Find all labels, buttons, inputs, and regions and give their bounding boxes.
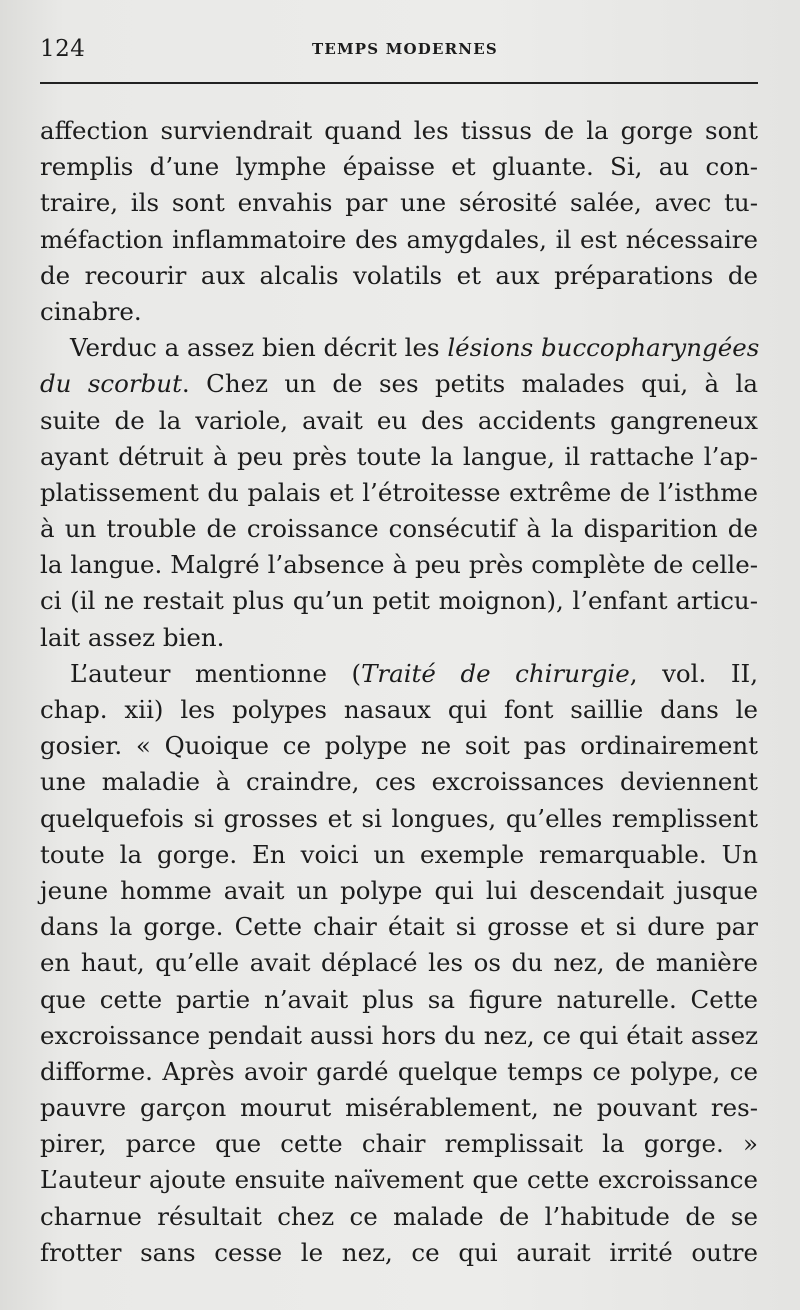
text-line: affection surviendrait quand les tissus de la gorge sont [40, 116, 758, 145]
text-line: du scorbut. Chez un de ses petits malades qui, à la [40, 369, 758, 399]
text-line: Verduc a assez bien décrit les lésions buccopharyngées [70, 333, 760, 363]
text-line: pauvre garçon mourut misérablement, ne pouvant res- [40, 1093, 758, 1123]
text-line: L’auteur mentionne (Traité de chirurgie, vol. II, [70, 658, 758, 688]
text-line: gosier. « Quoique ce polype ne soit pas ordinairement [40, 731, 758, 761]
text-line: excroissance pendait aussi hors du nez, ce qui était assez [40, 1020, 758, 1050]
header-rule [40, 82, 758, 84]
text-line: méfaction inflammatoire des amygdales, il est nécessaire [40, 224, 758, 254]
text-line: dans la gorge. Cette chair était si grosse et si dure par [40, 912, 758, 942]
text-line: en haut, qu’elle avait déplacé les os du nez, de manière [40, 948, 758, 978]
text-line: quelquefois si grosses et si longues, qu’elles remplissent [40, 803, 758, 833]
text-line: platissement du palais et l’étroitesse extrême de l’isthme [40, 477, 758, 507]
page-number: 124 [40, 36, 86, 62]
text-line: ci (il ne restait plus qu’un petit moignon), l’enfant articu- [40, 586, 758, 616]
text-line: de recourir aux alcalis volatils et aux préparations de [40, 260, 758, 290]
text-line: remplis d’une lymphe épaisse et gluante. Si, au con- [40, 152, 758, 182]
text-line: chap. xii) les polypes nasaux qui font saillie dans le [40, 695, 758, 724]
text-line: traire, ils sont envahis par une sérosité salée, avec tu- [40, 188, 758, 218]
italic-text: Traité de chirurgie [361, 658, 630, 688]
text-line: jeune homme avait un polype qui lui descendait jusque [40, 875, 758, 905]
page-header [40, 36, 758, 66]
running-head: TEMPS MODERNES [312, 40, 498, 58]
text-line: la langue. Malgré l’absence à peu près complète de celle- [40, 550, 758, 580]
text-line: que cette partie n’avait plus sa figure naturelle. Cette [40, 984, 758, 1014]
text-line: lait assez bien. [40, 622, 225, 652]
text-line: charnue résultait chez ce malade de l’habitude de se [40, 1201, 758, 1231]
text-line: à un trouble de croissance consécutif à la disparition de [40, 514, 758, 544]
text-line: suite de la variole, avait eu des accidents gangreneux [40, 405, 758, 435]
text-line: ayant détruit à peu près toute la langue, il rattache l’ap- [40, 441, 758, 471]
text-line: une maladie à craindre, ces excroissances deviennent [40, 767, 758, 797]
body-text [40, 113, 758, 1271]
text-line: L’auteur ajoute ensuite naïvement que cette excroissance [40, 1165, 758, 1195]
italic-text: lésions buccopharyngées [447, 333, 760, 363]
text-line: toute la gorge. En voici un exemple remarquable. Un [40, 839, 758, 869]
italic-text: du scorbut [40, 369, 182, 399]
text-line: difforme. Après avoir gardé quelque temps ce polype, ce [40, 1056, 758, 1086]
text-line: frotter sans cesse le nez, ce qui aurait irrité outre [40, 1237, 758, 1267]
text-line: cinabre. [40, 296, 142, 326]
text-line: pirer, parce que cette chair remplissait la gorge. » [40, 1129, 758, 1159]
